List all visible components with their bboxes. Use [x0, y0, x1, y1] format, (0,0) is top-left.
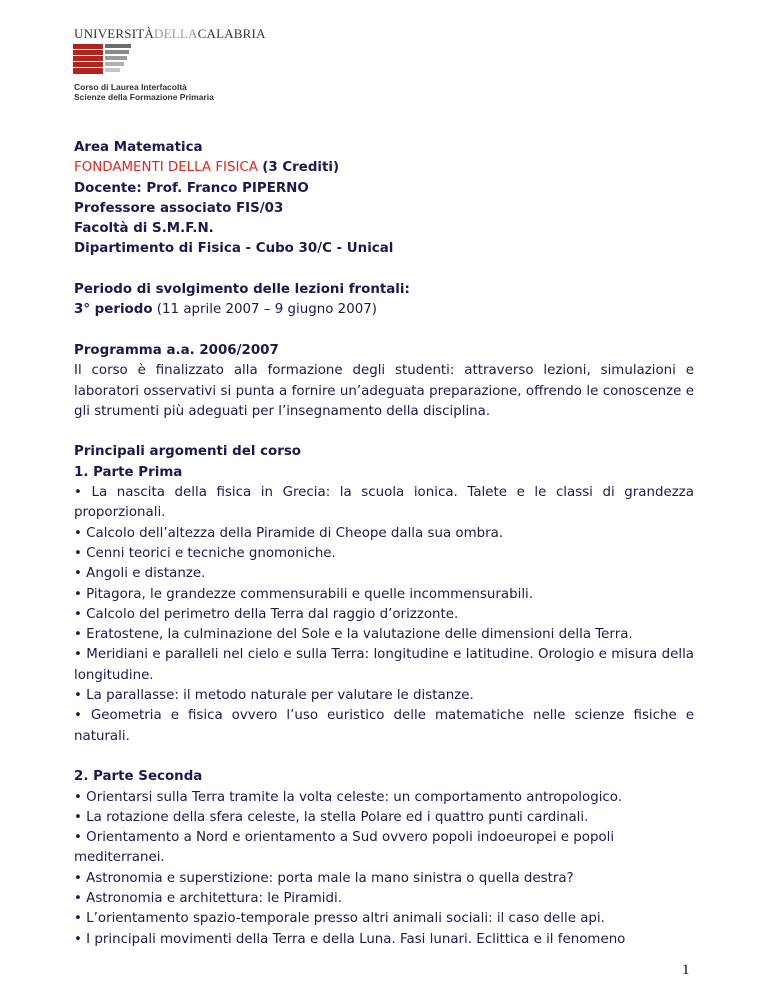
list-item: • Astronomia e superstizione: porta male la mano sinistra o quella destra? — [74, 870, 574, 886]
university-logo-icon — [73, 44, 133, 76]
list-item: • L’orientamento spazio-temporale presso altri animali sociali: il caso delle api. — [74, 911, 605, 927]
list-item: • Eratostene, la culminazione del Sole e la valutazione delle dimensioni della Terra. — [74, 627, 633, 643]
course-credits: (3 Crediti) — [262, 160, 340, 176]
course-line-1: Corso di Laurea Interfacoltà — [74, 82, 187, 92]
list-item: • Orientamento a Nord e orientamento a Sud ovvero popoli indoeuropei e popoli mediterranei. — [74, 830, 615, 866]
course-title-line — [74, 158, 694, 178]
list-item: • Astronomia e architettura: le Piramidi. — [74, 890, 342, 906]
list-item: • La parallasse: il metodo naturale per valutare le distanze. — [74, 688, 474, 704]
university-name-part2: DELLA — [154, 26, 198, 41]
university-name-part3: CALABRIA — [197, 26, 266, 41]
list-item: • Cenni teorici e tecniche gnomoniche. — [74, 545, 336, 561]
list-item: • Meridiani e paralleli nel cielo e sulla Terra: longitudine e latitudine. Orologio e misura della longitudine. — [74, 647, 694, 683]
list-item: • Geometria e fisica ovvero l’uso euristico delle matematiche nelle scienze fisiche e naturali. — [74, 708, 694, 744]
periodo-dates: (11 aprile 2007 – 9 giugno 2007) — [156, 302, 377, 318]
list-item: • I principali movimenti della Terra e della Luna. Fasi lunari. Eclittica e il fenomeno — [74, 931, 626, 947]
list-item: • Pitagora, le grandezze commensurabili e quelle incommensurabili. — [74, 586, 534, 602]
programma-heading: Programma a.a. 2006/2007 — [74, 342, 279, 358]
part1-heading: 1. Parte Prima — [74, 464, 183, 480]
university-name-part1: UNIVERSITÀ — [74, 26, 154, 41]
list-item: • Orientarsi sulla Terra tramite la volta celeste: un comportamento antropologico. — [74, 789, 623, 805]
list-item: • Calcolo del perimetro della Terra dal raggio d’orizzonte. — [74, 606, 459, 622]
course-header — [74, 82, 214, 102]
professore-line: Professore associato FIS/03 — [74, 200, 284, 216]
list-item: • Angoli e distanze. — [74, 566, 206, 582]
area-heading: Area Matematica — [74, 140, 203, 155]
course-line-2: Scienze della Formazione Primaria — [74, 92, 214, 102]
facolta-line: Facoltà di S.M.F.N. — [74, 221, 214, 237]
university-name — [74, 26, 266, 42]
document-body — [74, 138, 694, 950]
part2-heading: 2. Parte Seconda — [74, 769, 203, 785]
list-item: • Calcolo dell’altezza della Piramide di Cheope dalla sua ombra. — [74, 525, 504, 541]
periodo-label: 3° periodo — [74, 302, 153, 318]
programma-text: Il corso è finalizzato alla formazione degli studenti: attraverso lezioni, simulazioni e laboratori osservativi si punta a fornire un’adeguata preparazione, offrendo le conoscenze e gli strumenti più adeguati per l’insegnamento della disciplina. — [74, 363, 694, 419]
list-item: • La rotazione della sfera celeste, la stella Polare ed i quattro punti cardinali. — [74, 809, 589, 825]
docente-line: Docente: Prof. Franco PIPERNO — [74, 180, 309, 196]
periodo-line — [74, 300, 694, 320]
list-item: • La nascita della fisica in Grecia: la scuola ionica. Talete e le classi di grandezza proporzionali. — [74, 485, 694, 521]
argomenti-heading: Principali argomenti del corso — [74, 444, 302, 460]
periodo-heading: Periodo di svolgimento delle lezioni frontali: — [74, 282, 410, 298]
dipartimento-line: Dipartimento di Fisica - Cubo 30/C - Unical — [74, 241, 394, 257]
course-title: FONDAMENTI DELLA FISICA — [74, 160, 258, 176]
page-number: 1 — [682, 962, 690, 978]
